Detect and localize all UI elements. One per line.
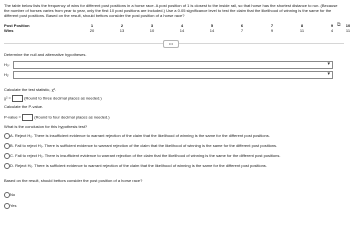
wins-cell: 11 bbox=[299, 28, 305, 33]
test-stat-input[interactable] bbox=[12, 95, 23, 102]
wins-cell: 7 bbox=[240, 28, 244, 33]
chevron-down-icon: ▾ bbox=[327, 71, 330, 77]
bettors-yes-label[interactable]: Yes bbox=[10, 203, 17, 208]
chevron-down-icon: ▾ bbox=[327, 61, 330, 67]
wins-cell: 14 bbox=[209, 28, 215, 33]
wins-cell: 4 bbox=[330, 28, 334, 33]
position-cell: 8 bbox=[300, 23, 304, 28]
option-d-text: Reject H₀. There is sufficient evidence to warrant rejection of the claim that the likelihood of winning is the same for the different post positions. bbox=[15, 163, 267, 168]
option-a[interactable] bbox=[10, 133, 270, 138]
ellipsis-button[interactable]: ••• bbox=[163, 40, 179, 48]
wins-cell: 13 bbox=[119, 28, 125, 33]
pvalue-label: P-value = bbox=[4, 114, 22, 120]
option-b-text: Fail to reject H₀. There is sufficient evidence to warrant rejection of the claim that the likelihood of winning is the same for the different post positions. bbox=[14, 143, 278, 148]
position-cell: 3 bbox=[150, 23, 154, 28]
test-stat-line bbox=[4, 95, 102, 102]
conclusion-prompt: What is the conclusion for this hypothesis test? bbox=[4, 124, 88, 129]
option-a-text: Reject H₀. There is insufficient evidence to warrant rejection of the claim that the likelihood of winning is the same for the different post positions. bbox=[14, 133, 270, 138]
position-cell: 5 bbox=[210, 23, 214, 28]
wins-cell: 20 bbox=[89, 28, 95, 33]
option-c-letter: C. bbox=[10, 153, 14, 158]
option-b[interactable] bbox=[10, 143, 277, 148]
option-d-letter: D. bbox=[10, 163, 14, 168]
wins-cell: 11 bbox=[345, 28, 350, 33]
hypotheses-prompt: Determine the null and alternative hypotheses. bbox=[4, 52, 87, 57]
pvalue-hint: (Round to four decimal places as needed.) bbox=[34, 114, 110, 120]
position-cell: 4 bbox=[180, 23, 184, 28]
test-stat-prompt: Calculate the test statistic, χ². bbox=[4, 87, 57, 92]
h0-select[interactable] bbox=[13, 61, 333, 69]
h1-select[interactable] bbox=[13, 71, 333, 79]
wins-cell: 10 bbox=[149, 28, 155, 33]
test-stat-hint: (Round to three decimal places as needed.) bbox=[24, 95, 102, 101]
position-cell: 6 bbox=[240, 23, 244, 28]
pvalue-prompt: Calculate the P-value. bbox=[4, 104, 44, 109]
test-stat-label: χ² = bbox=[4, 95, 11, 101]
option-c[interactable] bbox=[10, 153, 280, 158]
problem-intro: The table below lists the frequency of wins for different post positions in a horse race. A post position of 1 is closest to the inside rail, so that horse has the shortest distance to run. (Because the number of horses varies from year to year, only the first 10 post positions are included.) Use a 0.05 significance level to test the claim that the likelihood of winning is the same for the different post positions. Based on the result, should bettors consider the post position of a horse race? bbox=[4, 3, 338, 18]
position-cell: 7 bbox=[270, 23, 274, 28]
position-cell: 10 bbox=[345, 23, 350, 28]
h0-label: H₀: bbox=[4, 62, 10, 67]
h1-label: H₁: bbox=[4, 72, 10, 77]
wins-cell: 14 bbox=[179, 28, 185, 33]
option-c-text: Fail to reject H₀. There is insufficient evidence to warrant rejection of the claim that the likelihood of winning is the same for the different post positions. bbox=[15, 153, 281, 158]
option-b-letter: B. bbox=[10, 143, 14, 148]
pvalue-line bbox=[4, 114, 110, 121]
copy-icon[interactable]: ⧉ bbox=[337, 22, 341, 28]
position-cell: 9 bbox=[330, 23, 334, 28]
option-a-letter: A. bbox=[10, 133, 14, 138]
bettors-prompt: Based on the result, should bettors consider the post position of a horse race? bbox=[4, 178, 143, 183]
post-position-label: Post Position bbox=[4, 23, 30, 28]
option-d[interactable] bbox=[10, 163, 267, 168]
bettors-no-label[interactable]: No bbox=[10, 192, 16, 197]
wins-cell: 9 bbox=[270, 28, 274, 33]
position-cell: 1 bbox=[90, 23, 94, 28]
wins-label: Wins bbox=[4, 28, 14, 33]
pvalue-input[interactable] bbox=[22, 114, 33, 121]
position-cell: 2 bbox=[120, 23, 124, 28]
